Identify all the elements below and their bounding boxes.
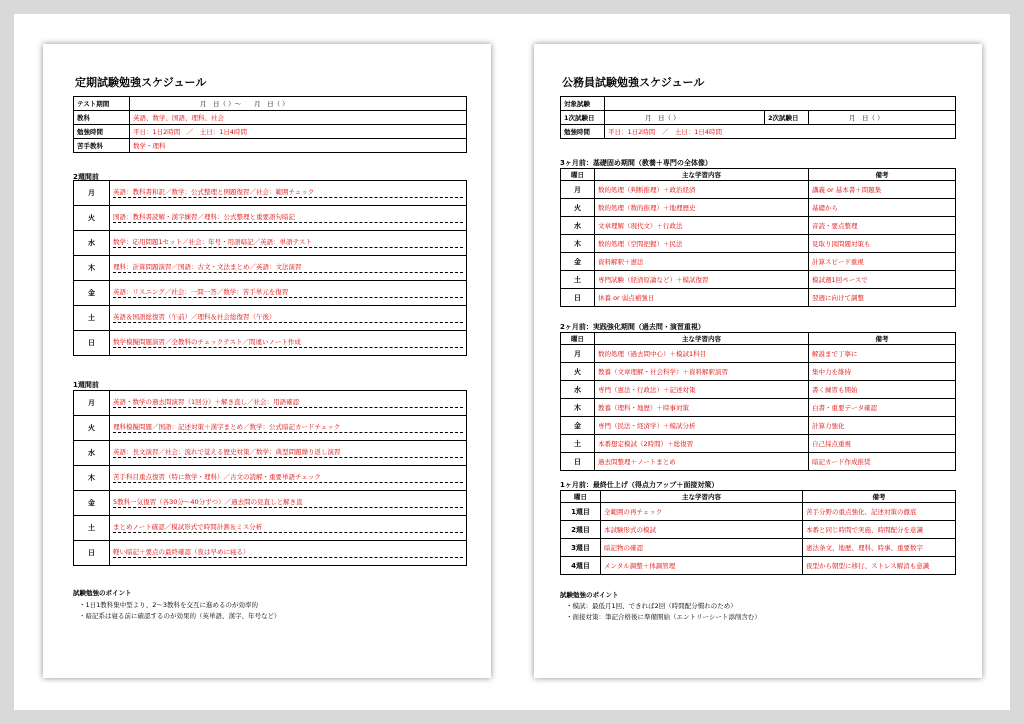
right-points-title: 試験勉強のポイント — [560, 591, 619, 599]
content-cell: 教養（文章理解・社会科学）＋資料解釈演習 — [595, 363, 809, 381]
plan-text: 理科：計算問題演習／国語：古文・文法まとめ／英語：文法演習 — [113, 263, 463, 273]
plan-cell — [110, 306, 467, 331]
content-cell: 資料解釈＋憲法 — [595, 253, 809, 271]
plan-text: 数学：応用問題1セット／社会：年号・用語暗記／英語：単語テスト — [113, 238, 463, 248]
content-cell: 数的処理（数的推理）＋地理歴史 — [595, 199, 809, 217]
plan-cell — [110, 281, 467, 306]
column-header: 備考 — [809, 333, 956, 345]
info-label: 勉強時間 — [74, 125, 130, 139]
day-cell: 1週目 — [561, 503, 601, 521]
plan-text: 軽い暗記＋要点の最終確認（夜は早めに寝る） — [113, 548, 463, 558]
day-cell: 月 — [561, 181, 595, 199]
note-cell: 苦手分野の重点強化、記述対策の徹底 — [803, 503, 956, 521]
header-row — [561, 169, 956, 181]
plan-cell — [110, 231, 467, 256]
content-cell: メンタル調整＋体調管理 — [601, 557, 803, 575]
content-cell: 文章理解（現代文）＋行政法 — [595, 217, 809, 235]
day-cell: 木 — [561, 399, 595, 417]
plan-text: 国語：教科書読解・漢字練習／理科：公式整理と重要語句暗記 — [113, 213, 463, 223]
week1-table — [73, 390, 467, 566]
right-document-page — [534, 44, 982, 678]
schedule-row — [74, 256, 467, 281]
column-header: 備考 — [809, 169, 956, 181]
note-cell: 憲法条文、地歴、理科、時事、重要数字 — [803, 539, 956, 557]
schedule-row — [74, 441, 467, 466]
day-cell: 土 — [561, 271, 595, 289]
day-cell: 木 — [74, 466, 110, 491]
note-cell: 基礎から — [809, 199, 956, 217]
schedule-row — [561, 539, 956, 557]
day-cell: 土 — [561, 435, 595, 453]
column-header: 主な学習内容 — [595, 333, 809, 345]
info-row — [74, 125, 467, 139]
day-cell: 金 — [561, 253, 595, 271]
left-points-title: 試験勉強のポイント — [73, 589, 132, 597]
schedule-row — [561, 199, 956, 217]
schedule-row — [561, 363, 956, 381]
sec2-title: 2ヶ月前：実践強化期間（過去問・演習重視） — [560, 323, 705, 331]
week2-title: 2週間前 — [73, 173, 99, 181]
schedule-row — [561, 381, 956, 399]
column-header: 主な学習内容 — [601, 491, 803, 503]
info-label: テスト期間 — [74, 97, 130, 111]
left-document-page — [43, 44, 491, 678]
day-cell: 日 — [561, 453, 595, 471]
schedule-row — [74, 281, 467, 306]
right-page-title: 公務員試験勉強スケジュール — [562, 76, 705, 89]
day-cell: 水 — [74, 231, 110, 256]
note-cell: 集中力を維持 — [809, 363, 956, 381]
day-cell: 4週目 — [561, 557, 601, 575]
sec1-title: 3ヶ月前：基礎固め期間（教養＋専門の全体像） — [560, 159, 712, 167]
day-cell: 2週目 — [561, 521, 601, 539]
left-info-table — [73, 96, 467, 153]
plan-text: 理科模擬問題／国語：記述対策＋漢字まとめ／数学：公式暗記カードチェック — [113, 423, 463, 433]
left-page-title: 定期試験勉強スケジュール — [75, 76, 207, 89]
plan-cell — [110, 466, 467, 491]
week1-title: 1週間前 — [73, 381, 99, 389]
day-cell: 火 — [561, 363, 595, 381]
day-cell: 3週目 — [561, 539, 601, 557]
header-row — [561, 333, 956, 345]
plan-text: 5教科一気復習（各30分～40分ずつ）／過去問の見直しと解き直 — [113, 498, 463, 508]
plan-cell — [110, 441, 467, 466]
target-value — [605, 97, 956, 111]
content-cell: 全範囲の再チェック — [601, 503, 803, 521]
plan-cell — [110, 331, 467, 356]
day-cell: 金 — [74, 281, 110, 306]
note-cell: 白書・重要データ確認 — [809, 399, 956, 417]
schedule-row — [561, 417, 956, 435]
info-row — [74, 97, 467, 111]
note-cell: 翌週に向けて調整 — [809, 289, 956, 307]
exam2-label: 2次試験日 — [765, 111, 809, 125]
plan-cell — [110, 181, 467, 206]
hours-label: 勉強時間 — [561, 125, 605, 139]
schedule-row — [74, 391, 467, 416]
plan-text: 英語・数学の過去問演習（1回分）＋解き直し／社会：用語確認 — [113, 398, 463, 408]
note-cell: 計算スピード重視 — [809, 253, 956, 271]
info-value: 英語、数学、国語、理科、社会 — [130, 111, 467, 125]
day-cell: 火 — [561, 199, 595, 217]
plan-cell — [110, 541, 467, 566]
plan-text: 苦手科目重点復習（特に数学・理科）／古文の読解・重要単語チェック — [113, 473, 463, 483]
day-cell: 日 — [74, 331, 110, 356]
schedule-row — [561, 521, 956, 539]
day-cell: 水 — [561, 381, 595, 399]
day-cell: 水 — [561, 217, 595, 235]
hours-value: 平日：1日2時間 ／ 土日：1日4時間 — [605, 125, 956, 139]
exam2-value: 月 日（ ） — [809, 111, 956, 125]
sec1-table — [560, 168, 956, 307]
day-cell: 金 — [74, 491, 110, 516]
content-cell: 暗記物の確認 — [601, 539, 803, 557]
day-cell: 水 — [74, 441, 110, 466]
schedule-row — [561, 235, 956, 253]
day-cell: 日 — [561, 289, 595, 307]
plan-text: 英語：リスニング／社会：一問一答／数学：苦手単元を復習 — [113, 288, 463, 298]
exam1-label: 1次試験日 — [561, 111, 605, 125]
schedule-row — [561, 503, 956, 521]
day-cell: 土 — [74, 306, 110, 331]
schedule-row — [74, 181, 467, 206]
note-cell: 本番と同じ時間で実施、時間配分を意識 — [803, 521, 956, 539]
info-value: 数学・理科 — [130, 139, 467, 153]
info-value: 平日：1日2時間 ／ 土日：1日4時間 — [130, 125, 467, 139]
info-row — [74, 139, 467, 153]
left-point-2: ・暗記系は寝る前に確認するのが効果的（英単語、漢字、年号など） — [79, 612, 281, 620]
sec3-title: 1ヶ月前：最終仕上げ（得点力アップ＋面接対策） — [560, 481, 719, 489]
content-cell: 数的処理（過去問中心）＋模試1科目 — [595, 345, 809, 363]
schedule-row — [74, 516, 467, 541]
info-value: 月 日（ ）～ 月 日（ ） — [130, 97, 467, 111]
note-cell: 見取り図問題対策も — [809, 235, 956, 253]
note-cell: 書く練習も開始 — [809, 381, 956, 399]
note-cell: 暗記カード作成推奨 — [809, 453, 956, 471]
note-cell: 講義 or 基本書＋問題集 — [809, 181, 956, 199]
plan-text: 英語＆国語総復習（午前）／理科＆社会総復習（午後） — [113, 313, 463, 323]
content-cell: 専門試験（経済原論など）＋模試復習 — [595, 271, 809, 289]
day-cell: 月 — [561, 345, 595, 363]
schedule-row — [561, 289, 956, 307]
plan-text: 英語：教科書和訳／数学：公式整理と例題復習／社会：範囲チェック — [113, 188, 463, 198]
content-cell: 数的処理（判断推理）＋政治経済 — [595, 181, 809, 199]
day-cell: 木 — [561, 235, 595, 253]
schedule-row — [561, 399, 956, 417]
info-label: 苦手教科 — [74, 139, 130, 153]
schedule-row — [74, 466, 467, 491]
info-label: 教科 — [74, 111, 130, 125]
schedule-row — [561, 181, 956, 199]
exam1-value: 月 日（ ） — [605, 111, 765, 125]
content-cell: 専門（民法・経済学）＋模試分析 — [595, 417, 809, 435]
plan-cell — [110, 416, 467, 441]
sec2-table — [560, 332, 956, 471]
plan-cell — [110, 206, 467, 231]
plan-cell — [110, 516, 467, 541]
content-cell: 専門（憲法・行政法）＋記述対策 — [595, 381, 809, 399]
week2-table — [73, 180, 467, 356]
schedule-row — [561, 435, 956, 453]
schedule-row — [561, 557, 956, 575]
schedule-row — [74, 491, 467, 516]
day-cell: 金 — [561, 417, 595, 435]
note-cell: 解説まで丁寧に — [809, 345, 956, 363]
schedule-row — [561, 453, 956, 471]
content-cell: 数的処理（空間把握）＋民法 — [595, 235, 809, 253]
note-cell: 自己採点重視 — [809, 435, 956, 453]
schedule-row — [561, 345, 956, 363]
header-row — [561, 491, 956, 503]
day-cell: 月 — [74, 391, 110, 416]
plan-text: 数学模擬問題演習／全教科のチェックテスト／間違いノート作成 — [113, 338, 463, 348]
column-header: 曜日 — [561, 491, 601, 503]
plan-text: まとめノート確認／模試形式で時間計測＆ミス分析 — [113, 523, 463, 533]
schedule-row — [561, 217, 956, 235]
target-label: 対象試験 — [561, 97, 605, 111]
schedule-row — [561, 271, 956, 289]
right-point-2: ・面接対策：筆記合格後に準備開始（エントリーシート添削含む） — [566, 613, 761, 621]
plan-cell — [110, 391, 467, 416]
schedule-row — [74, 541, 467, 566]
schedule-row — [561, 253, 956, 271]
content-cell: 休養 or 弱点補強日 — [595, 289, 809, 307]
note-cell: 計算力強化 — [809, 417, 956, 435]
sec3-table — [560, 490, 956, 575]
schedule-row — [74, 331, 467, 356]
content-cell: 本番想定模試（2時間）＋総復習 — [595, 435, 809, 453]
schedule-row — [74, 416, 467, 441]
column-header: 曜日 — [561, 333, 595, 345]
day-cell: 木 — [74, 256, 110, 281]
left-point-1: ・1日1教科集中型より、2～3教科を交互に進めるのが効率的 — [79, 601, 259, 609]
schedule-row — [74, 231, 467, 256]
day-cell: 土 — [74, 516, 110, 541]
schedule-row — [74, 206, 467, 231]
content-cell: 本試験形式の模試 — [601, 521, 803, 539]
right-info-table — [560, 96, 956, 139]
column-header: 曜日 — [561, 169, 595, 181]
day-cell: 日 — [74, 541, 110, 566]
plan-text: 英語：長文演習／社会：流れで覚える歴史対策／数学：典型問題繰り返し演習 — [113, 448, 463, 458]
day-cell: 火 — [74, 416, 110, 441]
column-header: 主な学習内容 — [595, 169, 809, 181]
plan-cell — [110, 256, 467, 281]
note-cell: 模試週1回ペースで — [809, 271, 956, 289]
column-header: 備考 — [803, 491, 956, 503]
day-cell: 火 — [74, 206, 110, 231]
content-cell: 過去問整理＋ノートまとめ — [595, 453, 809, 471]
schedule-row — [74, 306, 467, 331]
note-cell: 夜型から朝型に移行、ストレス解消も意識 — [803, 557, 956, 575]
right-point-1: ・模試：最低月1回、できれば2回（時間配分慣れのため） — [566, 602, 737, 610]
info-row — [74, 111, 467, 125]
content-cell: 教養（理科・地歴）＋時事対策 — [595, 399, 809, 417]
plan-cell — [110, 491, 467, 516]
note-cell: 音読・要点整理 — [809, 217, 956, 235]
day-cell: 月 — [74, 181, 110, 206]
